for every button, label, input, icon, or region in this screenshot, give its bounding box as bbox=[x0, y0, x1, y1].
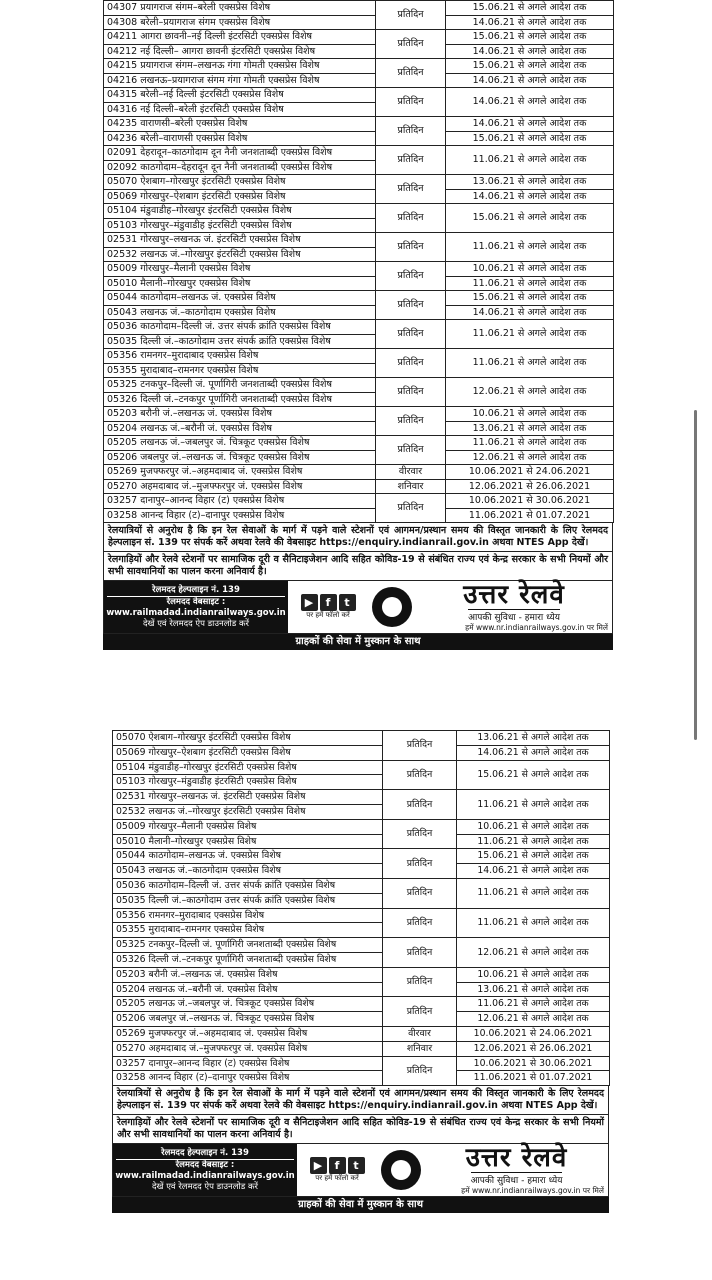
train-name: 05206 जबलपुर जं.–लखनऊ जं. चित्रकूट एक्सप्रेस विशेष bbox=[104, 450, 376, 465]
table-row bbox=[104, 59, 614, 74]
train-name: 02092 काठगोदाम–देहरादून दून नैनी जनशताब्दी एक्सप्रेस विशेष bbox=[104, 160, 376, 175]
train-name: 04215 प्रयागराज संगम–लखनऊ गंगा गोमती एक्सप्रेस विशेष bbox=[104, 59, 376, 74]
schedule-table bbox=[103, 0, 614, 523]
train-name: 05269 मुजफ्फरपुर जं.–अहमदाबाद जं. एक्सप्रेस विशेष bbox=[113, 1026, 383, 1041]
table-row bbox=[104, 146, 614, 161]
helpline-number: रेलमदद हेल्पलाइन नं. 139 bbox=[107, 585, 285, 597]
effective-date: 11.06.21 से अगले आदेश तक bbox=[446, 276, 614, 291]
frequency: वीरवार bbox=[383, 1026, 457, 1041]
frequency: प्रतिदिन bbox=[376, 436, 446, 465]
table-row bbox=[113, 864, 610, 879]
train-name: 05043 लखनऊ जं.–काठगोदाम एक्सप्रेस विशेष bbox=[113, 864, 383, 879]
frequency: प्रतिदिन bbox=[383, 997, 457, 1027]
effective-date: 15.06.21 से अगले आदेश तक bbox=[446, 30, 614, 45]
social-block bbox=[297, 1144, 377, 1196]
youtube-icon[interactable]: ▶ bbox=[310, 1157, 327, 1174]
train-name: 02531 गोरखपुर–लखनऊ जं. इंटरसिटी एक्सप्रेस विशेष bbox=[113, 790, 383, 805]
train-name: 05356 रामनगर–मुरादाबाद एक्सप्रेस विशेष bbox=[104, 349, 376, 364]
effective-date: 11.06.21 से अगले आदेश तक bbox=[446, 320, 614, 349]
travel-notice: रेलयात्रियों से अनुरोध है कि इन रेल सेवाओं के मार्ग में पड़ने वाले स्टेशनों एवं आगमन/प्रस्थान समय की विस्तृत जानकारी के लिए रेलमदद हेल्पलाइन सं. 139 पर संपर्क करें अथवा रेलवे की वेबसाइट https://enquiry.indianrail.gov.in अथवा NTES App देखें। bbox=[112, 1086, 609, 1115]
app-text: देखें एवं रेलमदद ऐप डाउनलोड करें bbox=[143, 618, 249, 629]
frequency: प्रतिदिन bbox=[376, 146, 446, 175]
table-row bbox=[104, 15, 614, 30]
train-name: 04212 नई दिल्ली– आगरा छावनी इंटरसिटी एक्सप्रेस विशेष bbox=[104, 44, 376, 59]
train-name: 05009 गोरखपुर–मैलानी एक्सप्रेस विशेष bbox=[113, 819, 383, 834]
frequency: प्रतिदिन bbox=[376, 494, 446, 523]
frequency: प्रतिदिन bbox=[383, 819, 457, 849]
helpline-box bbox=[104, 581, 288, 633]
train-name: 05044 काठगोदाम–लखनऊ जं. एक्सप्रेस विशेष bbox=[113, 849, 383, 864]
table-row bbox=[104, 508, 614, 523]
effective-date: 14.06.21 से अगले आदेश तक bbox=[446, 15, 614, 30]
table-row bbox=[104, 30, 614, 45]
train-name: 03257 दानापुर–आनन्द विहार (ट) एक्सप्रेस विशेष bbox=[104, 494, 376, 509]
effective-date: 15.06.21 से अगले आदेश तक bbox=[457, 849, 610, 864]
effective-date: 11.06.21 से अगले आदेश तक bbox=[457, 834, 610, 849]
brand-block bbox=[377, 1144, 608, 1196]
train-name: 05326 दिल्ली जं.–टनकपुर पूर्णागिरी जनशताब्दी एक्सप्रेस विशेष bbox=[104, 392, 376, 407]
effective-date: 14.06.21 से अगले आदेश तक bbox=[446, 73, 614, 88]
helpline-number: रेलमदद हेल्पलाइन नं. 139 bbox=[116, 1148, 294, 1160]
effective-date: 10.06.2021 से 24.06.2021 bbox=[446, 465, 614, 480]
effective-date: 12.06.2021 से 26.06.2021 bbox=[446, 479, 614, 494]
table-row bbox=[104, 189, 614, 204]
effective-date: 12.06.21 से अगले आदेश तक bbox=[446, 378, 614, 407]
slogan-banner: ग्राहकों की सेवा में मुस्कान के साथ bbox=[103, 634, 613, 650]
table-row bbox=[113, 1056, 610, 1071]
table-row bbox=[104, 88, 614, 103]
train-name: 04211 आगरा छावनी–नई दिल्ली इंटरसिटी एक्सप्रेस विशेष bbox=[104, 30, 376, 45]
railway-emblem-icon bbox=[381, 1150, 421, 1190]
train-name: 05204 लखनऊ जं.–बरौनी जं. एक्सप्रेस विशेष bbox=[104, 421, 376, 436]
schedule-table bbox=[112, 730, 610, 1086]
frequency: प्रतिदिन bbox=[376, 320, 446, 349]
twitter-icon[interactable]: t bbox=[339, 594, 356, 611]
effective-date: 11.06.21 से अगले आदेश तक bbox=[457, 878, 610, 908]
effective-date: 11.06.21 से अगले आदेश तक bbox=[446, 349, 614, 378]
frequency: प्रतिदिन bbox=[383, 938, 457, 968]
frequency: प्रतिदिन bbox=[376, 233, 446, 262]
table-row bbox=[113, 997, 610, 1012]
effective-date: 14.06.21 से अगले आदेश तक bbox=[457, 745, 610, 760]
effective-date: 15.06.21 से अगले आदेश तक bbox=[457, 760, 610, 790]
table-row bbox=[104, 262, 614, 277]
train-name: 02532 लखनऊ जं.–गोरखपुर इंटरसिटी एक्सप्रेस विशेष bbox=[104, 247, 376, 262]
train-name: 05070 ऐशबाग–गोरखपुर इंटरसिटी एक्सप्रेस विशेष bbox=[104, 175, 376, 190]
frequency: प्रतिदिन bbox=[383, 908, 457, 938]
frequency: प्रतिदिन bbox=[376, 407, 446, 436]
follow-text: पर हमें फॉलो करें bbox=[315, 1174, 359, 1183]
effective-date: 10.06.21 से अगले आदेश तक bbox=[446, 262, 614, 277]
table-row bbox=[104, 436, 614, 451]
train-name: 04316 नई दिल्ली–बरेली इंटरसिटी एक्सप्रेस विशेष bbox=[104, 102, 376, 117]
frequency: प्रतिदिन bbox=[376, 175, 446, 204]
frequency: प्रतिदिन bbox=[376, 204, 446, 233]
train-name: 05356 रामनगर–मुरादाबाद एक्सप्रेस विशेष bbox=[113, 908, 383, 923]
train-name: 05326 दिल्ली जं.–टनकपुर पूर्णागिरी जनशताब्दी एक्सप्रेस विशेष bbox=[113, 952, 383, 967]
table-row bbox=[104, 276, 614, 291]
effective-date: 14.06.21 से अगले आदेश तक bbox=[446, 117, 614, 132]
effective-date: 11.06.21 से अगले आदेश तक bbox=[457, 997, 610, 1012]
frequency: प्रतिदिन bbox=[383, 1056, 457, 1086]
effective-date: 13.06.21 से अगले आदेश तक bbox=[457, 731, 610, 746]
train-name: 05010 मैलानी–गोरखपुर एक्सप्रेस विशेष bbox=[113, 834, 383, 849]
train-name: 02532 लखनऊ जं.–गोरखपुर इंटरसिटी एक्सप्रेस विशेष bbox=[113, 804, 383, 819]
frequency: प्रतिदिन bbox=[383, 967, 457, 997]
table-row bbox=[104, 233, 614, 248]
train-name: 05103 गोरखपुर–मंडुवाडीह इंटरसिटी एक्सप्रेस विशेष bbox=[113, 775, 383, 790]
effective-date: 15.06.21 से अगले आदेश तक bbox=[446, 131, 614, 146]
effective-date: 12.06.21 से अगले आदेश तक bbox=[446, 450, 614, 465]
train-name: 05325 टनकपुर–दिल्ली जं. पूर्णागिरी जनशताब्दी एक्सप्रेस विशेष bbox=[113, 938, 383, 953]
effective-date: 15.06.21 से अगले आदेश तक bbox=[446, 1, 614, 16]
train-name: 05325 टनकपुर–दिल्ली जं. पूर्णागिरी जनशताब्दी एक्सप्रेस विशेष bbox=[104, 378, 376, 393]
table-row bbox=[104, 465, 614, 480]
train-name: 05270 अहमदाबाद जं.–मुजफ्फरपुर जं. एक्सप्रेस विशेष bbox=[104, 479, 376, 494]
brand-title: उत्तर रेलवे bbox=[463, 580, 565, 610]
frequency: प्रतिदिन bbox=[376, 349, 446, 378]
brand-title: उत्तर रेलवे bbox=[465, 1143, 568, 1174]
table-row bbox=[104, 117, 614, 132]
footer bbox=[103, 581, 613, 634]
table-row bbox=[113, 967, 610, 982]
train-name: 04307 प्रयागराज संगम–बरेली एक्सप्रेस विशेष bbox=[104, 1, 376, 16]
train-name: 05269 मुजफ्फरपुर जं.–अहमदाबाद जं. एक्सप्रेस विशेष bbox=[104, 465, 376, 480]
table-row bbox=[113, 878, 610, 893]
train-name: 05104 मंडुवाडीह–गोरखपुर इंटरसिटी एक्सप्रेस विशेष bbox=[104, 204, 376, 219]
frequency: प्रतिदिन bbox=[376, 1, 446, 30]
effective-date: 11.06.2021 से 01.07.2021 bbox=[446, 508, 614, 523]
train-name: 03258 आनन्द विहार (ट)–दानापुर एक्सप्रेस विशेष bbox=[113, 1071, 383, 1086]
table-row bbox=[113, 982, 610, 997]
railway-emblem-icon bbox=[372, 587, 412, 627]
brand-website: हमें www.nr.indianrailways.gov.in पर मिलें bbox=[461, 1186, 604, 1196]
brand-block bbox=[368, 581, 612, 633]
covid-notice: रेलगाड़ियों और रेलवे स्टेशनों पर सामाजिक दूरी व सैनिटाइजेशन आदि सहित कोविड-19 से संबंधित राज्य एवं केन्द्र सरकार के सभी नियमों और सभी सावधानियों का पालन करना अनिवार्य है। bbox=[112, 1115, 609, 1144]
frequency: प्रतिदिन bbox=[383, 790, 457, 820]
effective-date: 10.06.21 से अगले आदेश तक bbox=[457, 819, 610, 834]
table-row bbox=[104, 349, 614, 364]
table-row bbox=[104, 407, 614, 422]
table-row bbox=[113, 938, 610, 953]
youtube-icon[interactable]: ▶ bbox=[301, 594, 318, 611]
train-name: 05010 मैलानी–गोरखपुर एक्सप्रेस विशेष bbox=[104, 276, 376, 291]
facebook-icon[interactable]: f bbox=[320, 594, 337, 611]
effective-date: 10.06.21 से अगले आदेश तक bbox=[446, 407, 614, 422]
effective-date: 13.06.21 से अगले आदेश तक bbox=[446, 175, 614, 190]
effective-date: 14.06.21 से अगले आदेश तक bbox=[457, 864, 610, 879]
frequency: प्रतिदिन bbox=[383, 878, 457, 908]
table-row bbox=[104, 305, 614, 320]
table-row bbox=[104, 378, 614, 393]
facebook-icon[interactable]: f bbox=[329, 1157, 346, 1174]
effective-date: 11.06.21 से अगले आदेश तक bbox=[446, 436, 614, 451]
train-name: 05035 दिल्ली जं.–काठगोदाम उत्तर संपर्क क्रांति एक्सप्रेस विशेष bbox=[113, 893, 383, 908]
train-name: 05070 ऐशबाग–गोरखपुर इंटरसिटी एक्सप्रेस विशेष bbox=[113, 731, 383, 746]
table-row bbox=[104, 494, 614, 509]
train-name: 05103 गोरखपुर–मंडुवाडीह इंटरसिटी एक्सप्रेस विशेष bbox=[104, 218, 376, 233]
table-row bbox=[113, 731, 610, 746]
effective-date: 15.06.21 से अगले आदेश तक bbox=[446, 291, 614, 306]
table-row bbox=[104, 450, 614, 465]
frequency: प्रतिदिन bbox=[383, 731, 457, 761]
effective-date: 13.06.21 से अगले आदेश तक bbox=[446, 421, 614, 436]
train-name: 04315 बरेली–नई दिल्ली इंटरसिटी एक्सप्रेस विशेष bbox=[104, 88, 376, 103]
effective-date: 10.06.2021 से 30.06.2021 bbox=[457, 1056, 610, 1071]
website-label: रेलमदद वेबसाइट : bbox=[166, 596, 226, 607]
train-name: 05035 दिल्ली जं.–काठगोदाम उत्तर संपर्क क्रांति एक्सप्रेस विशेष bbox=[104, 334, 376, 349]
train-name: 05270 अहमदाबाद जं.–मुजफ्फरपुर जं. एक्सप्रेस विशेष bbox=[113, 1041, 383, 1056]
train-name: 05044 काठगोदाम–लखनऊ जं. एक्सप्रेस विशेष bbox=[104, 291, 376, 306]
table-row bbox=[104, 320, 614, 335]
effective-date: 11.06.21 से अगले आदेश तक bbox=[446, 233, 614, 262]
train-name: 05036 काठगोदाम–दिल्ली जं. उत्तर संपर्क क्रांति एक्सप्रेस विशेष bbox=[113, 878, 383, 893]
effective-date: 11.06.2021 से 01.07.2021 bbox=[457, 1071, 610, 1086]
covid-notice: रेलगाड़ियों और रेलवे स्टेशनों पर सामाजिक दूरी व सैनिटाइजेशन आदि सहित कोविड-19 से संबंधित राज्य एवं केन्द्र सरकार के सभी नियमों और सभी सावधानियों का पालन करना अनिवार्य है। bbox=[103, 552, 613, 581]
train-name: 05203 बरौनी जं.–लखनऊ जं. एक्सप्रेस विशेष bbox=[104, 407, 376, 422]
train-name: 04236 बरेली–वाराणसी एक्सप्रेस विशेष bbox=[104, 131, 376, 146]
table-row bbox=[104, 175, 614, 190]
effective-date: 14.06.21 से अगले आदेश तक bbox=[446, 305, 614, 320]
brand-website: हमें www.nr.indianrailways.gov.in पर मिलें bbox=[465, 623, 608, 632]
train-name: 05043 लखनऊ जं.–काठगोदाम एक्सप्रेस विशेष bbox=[104, 305, 376, 320]
twitter-icon[interactable]: t bbox=[348, 1157, 365, 1174]
table-row bbox=[113, 1026, 610, 1041]
table-row bbox=[104, 421, 614, 436]
train-name: 05069 गोरखपुर–ऐशबाग इंटरसिटी एक्सप्रेस विशेष bbox=[104, 189, 376, 204]
table-row bbox=[104, 204, 614, 219]
effective-date: 12.06.21 से अगले आदेश तक bbox=[457, 938, 610, 968]
effective-date: 11.06.21 से अगले आदेश तक bbox=[446, 146, 614, 175]
effective-date: 10.06.2021 से 24.06.2021 bbox=[457, 1026, 610, 1041]
frequency: प्रतिदिन bbox=[383, 760, 457, 790]
notice-panel-bottom bbox=[112, 730, 609, 1258]
train-name: 02531 गोरखपुर–लखनऊ जं. इंटरसिटी एक्सप्रेस विशेष bbox=[104, 233, 376, 248]
helpline-box bbox=[113, 1144, 297, 1196]
app-text: देखें एवं रेलमदद ऐप डाउनलोड करें bbox=[152, 1181, 258, 1192]
table-row bbox=[113, 819, 610, 834]
train-name: 05205 लखनऊ जं.–जबलपुर जं. चित्रकूट एक्सप्रेस विशेष bbox=[104, 436, 376, 451]
effective-date: 14.06.21 से अगले आदेश तक bbox=[446, 44, 614, 59]
table-row bbox=[104, 44, 614, 59]
table-row bbox=[113, 908, 610, 923]
train-name: 04235 वाराणसी–बरेली एक्सप्रेस विशेष bbox=[104, 117, 376, 132]
table-row bbox=[113, 790, 610, 805]
train-name: 05009 गोरखपुर–मैलानी एक्सप्रेस विशेष bbox=[104, 262, 376, 277]
frequency: प्रतिदिन bbox=[376, 88, 446, 117]
table-row bbox=[113, 745, 610, 760]
train-name: 05036 काठगोदाम–दिल्ली जं. उत्तर संपर्क क्रांति एक्सप्रेस विशेष bbox=[104, 320, 376, 335]
table-row bbox=[113, 849, 610, 864]
table-row bbox=[113, 760, 610, 775]
train-name: 03257 दानापुर–आनन्द विहार (ट) एक्सप्रेस विशेष bbox=[113, 1056, 383, 1071]
train-name: 05206 जबलपुर जं.–लखनऊ जं. चित्रकूट एक्सप्रेस विशेष bbox=[113, 1012, 383, 1027]
scrollbar[interactable] bbox=[694, 410, 697, 740]
slogan-banner: ग्राहकों की सेवा में मुस्कान के साथ bbox=[112, 1197, 609, 1213]
table-row bbox=[104, 1, 614, 16]
frequency: प्रतिदिन bbox=[376, 59, 446, 88]
effective-date: 10.06.21 से अगले आदेश तक bbox=[457, 967, 610, 982]
effective-date: 13.06.21 से अगले आदेश तक bbox=[457, 982, 610, 997]
table-row bbox=[113, 1012, 610, 1027]
brand-tagline: आपकी सुविधा - हमारा ध्येय bbox=[468, 609, 560, 623]
frequency: प्रतिदिन bbox=[376, 262, 446, 291]
effective-date: 15.06.21 से अगले आदेश तक bbox=[446, 204, 614, 233]
effective-date: 11.06.21 से अगले आदेश तक bbox=[457, 790, 610, 820]
table-row bbox=[104, 131, 614, 146]
train-name: 03258 आनन्द विहार (ट)–दानापुर एक्सप्रेस विशेष bbox=[104, 508, 376, 523]
train-name: 02091 देहरादून–काठगोदाम दून नैनी जनशताब्दी एक्सप्रेस विशेष bbox=[104, 146, 376, 161]
effective-date: 12.06.21 से अगले आदेश तक bbox=[457, 1012, 610, 1027]
train-name: 05203 बरौनी जं.–लखनऊ जं. एक्सप्रेस विशेष bbox=[113, 967, 383, 982]
table-row bbox=[113, 834, 610, 849]
train-name: 05355 मुरादाबाद–रामनगर एक्सप्रेस विशेष bbox=[113, 923, 383, 938]
website-link[interactable]: www.railmadad.indianrailways.gov.in bbox=[106, 607, 286, 618]
train-name: 05205 लखनऊ जं.–जबलपुर जं. चित्रकूट एक्सप्रेस विशेष bbox=[113, 997, 383, 1012]
train-name: 05204 लखनऊ जं.–बरौनी जं. एक्सप्रेस विशेष bbox=[113, 982, 383, 997]
website-label: रेलमदद वेबसाइट : bbox=[175, 1159, 235, 1170]
frequency: प्रतिदिन bbox=[376, 378, 446, 407]
table-row bbox=[113, 1041, 610, 1056]
train-name: 05069 गोरखपुर–ऐशबाग इंटरसिटी एक्सप्रेस विशेष bbox=[113, 745, 383, 760]
train-name: 05355 मुरादाबाद–रामनगर एक्सप्रेस विशेष bbox=[104, 363, 376, 378]
table-row bbox=[104, 73, 614, 88]
notice-panel-top bbox=[103, 0, 613, 720]
footer bbox=[112, 1144, 609, 1197]
frequency: वीरवार bbox=[376, 465, 446, 480]
effective-date: 11.06.21 से अगले आदेश तक bbox=[457, 908, 610, 938]
effective-date: 14.06.21 से अगले आदेश तक bbox=[446, 189, 614, 204]
effective-date: 10.06.2021 से 30.06.2021 bbox=[446, 494, 614, 509]
follow-text: पर हमें फॉलो करें bbox=[306, 611, 350, 619]
table-row bbox=[104, 479, 614, 494]
train-name: 04216 लखनऊ–प्रयागराज संगम गंगा गोमती एक्सप्रेस विशेष bbox=[104, 73, 376, 88]
table-row bbox=[104, 291, 614, 306]
website-link[interactable]: www.railmadad.indianrailways.gov.in bbox=[115, 1170, 295, 1181]
effective-date: 14.06.21 से अगले आदेश तक bbox=[446, 88, 614, 117]
train-name: 05104 मंडुवाडीह–गोरखपुर इंटरसिटी एक्सप्रेस विशेष bbox=[113, 760, 383, 775]
social-block bbox=[288, 581, 368, 633]
frequency: प्रतिदिन bbox=[376, 291, 446, 320]
effective-date: 12.06.2021 से 26.06.2021 bbox=[457, 1041, 610, 1056]
frequency: प्रतिदिन bbox=[376, 117, 446, 146]
frequency: प्रतिदिन bbox=[376, 30, 446, 59]
frequency: प्रतिदिन bbox=[383, 849, 457, 879]
effective-date: 15.06.21 से अगले आदेश तक bbox=[446, 59, 614, 74]
travel-notice: रेलयात्रियों से अनुरोध है कि इन रेल सेवाओं के मार्ग में पड़ने वाले स्टेशनों एवं आगमन/प्रस्थान समय की विस्तृत जानकारी के लिए रेलमदद हेल्पलाइन सं. 139 पर संपर्क करें अथवा रेलवे की वेबसाइट https://enquiry.indianrail.gov.in अथवा NTES App देखें। bbox=[103, 523, 613, 552]
table-row bbox=[113, 1071, 610, 1086]
frequency: शनिवार bbox=[376, 479, 446, 494]
brand-tagline: आपकी सुविधा - हमारा ध्येय bbox=[471, 1172, 563, 1186]
train-name: 04308 बरेली–प्रयागराज संगम एक्सप्रेस विशेष bbox=[104, 15, 376, 30]
frequency: शनिवार bbox=[383, 1041, 457, 1056]
